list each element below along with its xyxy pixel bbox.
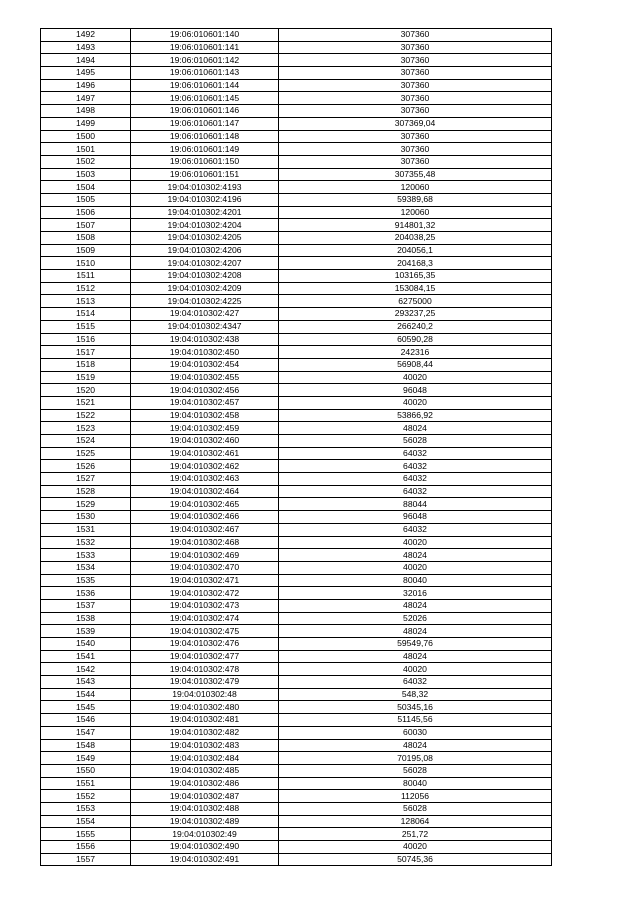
table-row xyxy=(41,371,552,384)
row-number-cell: 1504 xyxy=(41,181,131,194)
row-number-cell: 1534 xyxy=(41,561,131,574)
value-cell: 64032 xyxy=(279,676,552,689)
table-row xyxy=(41,511,552,524)
value-cell: 64032 xyxy=(279,523,552,536)
cadastral-number-cell: 19:04:010302:466 xyxy=(131,511,279,524)
table-row xyxy=(41,168,552,181)
table-row xyxy=(41,561,552,574)
cadastral-number-cell: 19:04:010302:476 xyxy=(131,638,279,651)
row-number-cell: 1554 xyxy=(41,815,131,828)
table-row xyxy=(41,752,552,765)
value-cell: 6275000 xyxy=(279,295,552,308)
value-cell: 307360 xyxy=(279,105,552,118)
cadastral-number-cell: 19:04:010302:491 xyxy=(131,853,279,866)
cadastral-number-cell: 19:04:010302:4347 xyxy=(131,320,279,333)
value-cell: 48024 xyxy=(279,599,552,612)
value-cell: 204056,1 xyxy=(279,244,552,257)
row-number-cell: 1546 xyxy=(41,714,131,727)
cadastral-number-cell: 19:06:010601:142 xyxy=(131,54,279,67)
value-cell: 40020 xyxy=(279,371,552,384)
table-row xyxy=(41,536,552,549)
cadastral-number-cell: 19:06:010601:140 xyxy=(131,29,279,42)
cadastral-number-cell: 19:04:010302:465 xyxy=(131,498,279,511)
cadastral-number-cell: 19:04:010302:4193 xyxy=(131,181,279,194)
cadastral-number-cell: 19:04:010302:463 xyxy=(131,473,279,486)
value-cell: 307360 xyxy=(279,155,552,168)
table-row xyxy=(41,802,552,815)
value-cell: 59549,76 xyxy=(279,638,552,651)
row-number-cell: 1547 xyxy=(41,726,131,739)
value-cell: 112056 xyxy=(279,790,552,803)
cadastral-number-cell: 19:04:010302:472 xyxy=(131,587,279,600)
table-row xyxy=(41,346,552,359)
row-number-cell: 1515 xyxy=(41,320,131,333)
value-cell: 32016 xyxy=(279,587,552,600)
row-number-cell: 1500 xyxy=(41,130,131,143)
row-number-cell: 1502 xyxy=(41,155,131,168)
value-cell: 307360 xyxy=(279,79,552,92)
value-cell: 548,32 xyxy=(279,688,552,701)
cadastral-number-cell: 19:04:010302:473 xyxy=(131,599,279,612)
value-cell: 56028 xyxy=(279,435,552,448)
table-row xyxy=(41,193,552,206)
value-cell: 266240,2 xyxy=(279,320,552,333)
value-cell: 307360 xyxy=(279,130,552,143)
row-number-cell: 1510 xyxy=(41,257,131,270)
cadastral-number-cell: 19:04:010302:474 xyxy=(131,612,279,625)
table-row xyxy=(41,143,552,156)
value-cell: 96048 xyxy=(279,511,552,524)
row-number-cell: 1509 xyxy=(41,244,131,257)
cadastral-number-cell: 19:04:010302:438 xyxy=(131,333,279,346)
table-row xyxy=(41,574,552,587)
table-row xyxy=(41,447,552,460)
value-cell: 103165,35 xyxy=(279,270,552,283)
cadastral-number-cell: 19:04:010302:450 xyxy=(131,346,279,359)
row-number-cell: 1528 xyxy=(41,485,131,498)
value-cell: 48024 xyxy=(279,549,552,562)
row-number-cell: 1526 xyxy=(41,460,131,473)
row-number-cell: 1541 xyxy=(41,650,131,663)
table-row xyxy=(41,828,552,841)
cadastral-number-cell: 19:04:010302:469 xyxy=(131,549,279,562)
cadastral-number-cell: 19:04:010302:480 xyxy=(131,701,279,714)
cadastral-number-cell: 19:04:010302:464 xyxy=(131,485,279,498)
data-table-body xyxy=(41,29,552,866)
value-cell: 88044 xyxy=(279,498,552,511)
table-row xyxy=(41,587,552,600)
row-number-cell: 1519 xyxy=(41,371,131,384)
row-number-cell: 1511 xyxy=(41,270,131,283)
row-number-cell: 1506 xyxy=(41,206,131,219)
value-cell: 307360 xyxy=(279,54,552,67)
cadastral-number-cell: 19:04:010302:477 xyxy=(131,650,279,663)
table-row xyxy=(41,396,552,409)
cadastral-number-cell: 19:04:010302:490 xyxy=(131,841,279,854)
table-row xyxy=(41,320,552,333)
table-row xyxy=(41,612,552,625)
value-cell: 251,72 xyxy=(279,828,552,841)
value-cell: 40020 xyxy=(279,561,552,574)
row-number-cell: 1527 xyxy=(41,473,131,486)
row-number-cell: 1552 xyxy=(41,790,131,803)
table-row xyxy=(41,498,552,511)
cadastral-number-cell: 19:04:010302:454 xyxy=(131,358,279,371)
table-row xyxy=(41,92,552,105)
row-number-cell: 1512 xyxy=(41,282,131,295)
cadastral-number-cell: 19:06:010601:147 xyxy=(131,117,279,130)
table-row xyxy=(41,726,552,739)
value-cell: 40020 xyxy=(279,841,552,854)
row-number-cell: 1495 xyxy=(41,67,131,80)
cadastral-number-cell: 19:06:010601:141 xyxy=(131,41,279,54)
cadastral-number-cell: 19:04:010302:4207 xyxy=(131,257,279,270)
value-cell: 307369,04 xyxy=(279,117,552,130)
row-number-cell: 1522 xyxy=(41,409,131,422)
value-cell: 64032 xyxy=(279,447,552,460)
value-cell: 80040 xyxy=(279,777,552,790)
value-cell: 50345,16 xyxy=(279,701,552,714)
row-number-cell: 1499 xyxy=(41,117,131,130)
value-cell: 60590,28 xyxy=(279,333,552,346)
table-row xyxy=(41,599,552,612)
row-number-cell: 1516 xyxy=(41,333,131,346)
cadastral-number-cell: 19:04:010302:458 xyxy=(131,409,279,422)
value-cell: 242316 xyxy=(279,346,552,359)
cadastral-number-cell: 19:04:010302:4225 xyxy=(131,295,279,308)
value-cell: 80040 xyxy=(279,574,552,587)
value-cell: 50745,36 xyxy=(279,853,552,866)
row-number-cell: 1542 xyxy=(41,663,131,676)
value-cell: 48024 xyxy=(279,422,552,435)
table-row xyxy=(41,206,552,219)
table-row xyxy=(41,663,552,676)
value-cell: 120060 xyxy=(279,181,552,194)
row-number-cell: 1533 xyxy=(41,549,131,562)
table-row xyxy=(41,282,552,295)
table-row xyxy=(41,523,552,536)
table-row xyxy=(41,41,552,54)
row-number-cell: 1520 xyxy=(41,384,131,397)
value-cell: 70195,08 xyxy=(279,752,552,765)
value-cell: 128064 xyxy=(279,815,552,828)
row-number-cell: 1496 xyxy=(41,79,131,92)
cadastral-number-cell: 19:04:010302:4206 xyxy=(131,244,279,257)
row-number-cell: 1551 xyxy=(41,777,131,790)
value-cell: 120060 xyxy=(279,206,552,219)
value-cell: 40020 xyxy=(279,536,552,549)
cadastral-number-cell: 19:04:010302:481 xyxy=(131,714,279,727)
value-cell: 153084,15 xyxy=(279,282,552,295)
table-row xyxy=(41,638,552,651)
row-number-cell: 1498 xyxy=(41,105,131,118)
cadastral-number-cell: 19:04:010302:427 xyxy=(131,308,279,321)
row-number-cell: 1535 xyxy=(41,574,131,587)
cadastral-number-cell: 19:04:010302:470 xyxy=(131,561,279,574)
row-number-cell: 1517 xyxy=(41,346,131,359)
cadastral-number-cell: 19:04:010302:462 xyxy=(131,460,279,473)
row-number-cell: 1507 xyxy=(41,219,131,232)
table-row xyxy=(41,688,552,701)
value-cell: 48024 xyxy=(279,739,552,752)
table-row xyxy=(41,358,552,371)
cadastral-number-cell: 19:04:010302:4201 xyxy=(131,206,279,219)
row-number-cell: 1494 xyxy=(41,54,131,67)
row-number-cell: 1540 xyxy=(41,638,131,651)
value-cell: 48024 xyxy=(279,625,552,638)
cadastral-number-cell: 19:04:010302:468 xyxy=(131,536,279,549)
cadastral-number-cell: 19:04:010302:485 xyxy=(131,764,279,777)
row-number-cell: 1538 xyxy=(41,612,131,625)
value-cell: 307360 xyxy=(279,143,552,156)
value-cell: 40020 xyxy=(279,663,552,676)
table-row xyxy=(41,105,552,118)
row-number-cell: 1513 xyxy=(41,295,131,308)
row-number-cell: 1523 xyxy=(41,422,131,435)
row-number-cell: 1497 xyxy=(41,92,131,105)
row-number-cell: 1524 xyxy=(41,435,131,448)
cadastral-number-cell: 19:06:010601:145 xyxy=(131,92,279,105)
value-cell: 204038,25 xyxy=(279,232,552,245)
cadastral-number-cell: 19:04:010302:459 xyxy=(131,422,279,435)
cadastral-number-cell: 19:04:010302:467 xyxy=(131,523,279,536)
table-row xyxy=(41,549,552,562)
table-row xyxy=(41,29,552,42)
row-number-cell: 1492 xyxy=(41,29,131,42)
cadastral-number-cell: 19:06:010601:146 xyxy=(131,105,279,118)
table-row xyxy=(41,295,552,308)
row-number-cell: 1545 xyxy=(41,701,131,714)
table-row xyxy=(41,485,552,498)
value-cell: 51145,56 xyxy=(279,714,552,727)
row-number-cell: 1537 xyxy=(41,599,131,612)
value-cell: 48024 xyxy=(279,650,552,663)
row-number-cell: 1536 xyxy=(41,587,131,600)
table-row xyxy=(41,67,552,80)
table-row xyxy=(41,219,552,232)
cadastral-number-cell: 19:04:010302:460 xyxy=(131,435,279,448)
table-row xyxy=(41,473,552,486)
table-row xyxy=(41,130,552,143)
table-row xyxy=(41,270,552,283)
value-cell: 60030 xyxy=(279,726,552,739)
cadastral-number-cell: 19:04:010302:478 xyxy=(131,663,279,676)
table-row xyxy=(41,460,552,473)
row-number-cell: 1521 xyxy=(41,396,131,409)
table-row xyxy=(41,117,552,130)
table-row xyxy=(41,308,552,321)
row-number-cell: 1557 xyxy=(41,853,131,866)
value-cell: 56028 xyxy=(279,802,552,815)
table-row xyxy=(41,257,552,270)
row-number-cell: 1493 xyxy=(41,41,131,54)
value-cell: 96048 xyxy=(279,384,552,397)
value-cell: 307360 xyxy=(279,41,552,54)
value-cell: 52026 xyxy=(279,612,552,625)
cadastral-number-cell: 19:06:010601:150 xyxy=(131,155,279,168)
table-row xyxy=(41,54,552,67)
row-number-cell: 1530 xyxy=(41,511,131,524)
row-number-cell: 1518 xyxy=(41,358,131,371)
table-row xyxy=(41,232,552,245)
value-cell: 307360 xyxy=(279,67,552,80)
cadastral-number-cell: 19:04:010302:4196 xyxy=(131,193,279,206)
value-cell: 307360 xyxy=(279,92,552,105)
cadastral-number-cell: 19:04:010302:4208 xyxy=(131,270,279,283)
table-row xyxy=(41,422,552,435)
cadastral-number-cell: 19:04:010302:483 xyxy=(131,739,279,752)
row-number-cell: 1553 xyxy=(41,802,131,815)
cadastral-number-cell: 19:04:010302:484 xyxy=(131,752,279,765)
table-row xyxy=(41,244,552,257)
row-number-cell: 1539 xyxy=(41,625,131,638)
row-number-cell: 1556 xyxy=(41,841,131,854)
cadastral-number-cell: 19:04:010302:471 xyxy=(131,574,279,587)
cadastral-number-cell: 19:04:010302:49 xyxy=(131,828,279,841)
row-number-cell: 1505 xyxy=(41,193,131,206)
cadastral-number-cell: 19:04:010302:475 xyxy=(131,625,279,638)
value-cell: 40020 xyxy=(279,396,552,409)
cadastral-number-cell: 19:04:010302:489 xyxy=(131,815,279,828)
cadastral-number-cell: 19:04:010302:48 xyxy=(131,688,279,701)
cadastral-number-cell: 19:06:010601:143 xyxy=(131,67,279,80)
table-row xyxy=(41,714,552,727)
value-cell: 64032 xyxy=(279,460,552,473)
cadastral-number-cell: 19:04:010302:4209 xyxy=(131,282,279,295)
table-row xyxy=(41,676,552,689)
table-row xyxy=(41,739,552,752)
row-number-cell: 1543 xyxy=(41,676,131,689)
row-number-cell: 1508 xyxy=(41,232,131,245)
value-cell: 64032 xyxy=(279,485,552,498)
cadastral-number-cell: 19:04:010302:4205 xyxy=(131,232,279,245)
cadastral-number-cell: 19:04:010302:456 xyxy=(131,384,279,397)
cadastral-number-cell: 19:04:010302:487 xyxy=(131,790,279,803)
value-cell: 59389,68 xyxy=(279,193,552,206)
table-row xyxy=(41,701,552,714)
table-row xyxy=(41,79,552,92)
value-cell: 56028 xyxy=(279,764,552,777)
row-number-cell: 1532 xyxy=(41,536,131,549)
cadastral-number-cell: 19:04:010302:4204 xyxy=(131,219,279,232)
value-cell: 56908,44 xyxy=(279,358,552,371)
cadastral-number-cell: 19:04:010302:479 xyxy=(131,676,279,689)
table-row xyxy=(41,650,552,663)
table-row xyxy=(41,333,552,346)
row-number-cell: 1531 xyxy=(41,523,131,536)
cadastral-number-cell: 19:06:010601:148 xyxy=(131,130,279,143)
cadastral-number-cell: 19:04:010302:486 xyxy=(131,777,279,790)
value-cell: 307355,48 xyxy=(279,168,552,181)
value-cell: 307360 xyxy=(279,29,552,42)
cadastral-number-cell: 19:04:010302:455 xyxy=(131,371,279,384)
row-number-cell: 1514 xyxy=(41,308,131,321)
table-row xyxy=(41,790,552,803)
cadastral-number-cell: 19:06:010601:149 xyxy=(131,143,279,156)
table-row xyxy=(41,841,552,854)
table-row xyxy=(41,764,552,777)
table-row xyxy=(41,435,552,448)
table-row xyxy=(41,625,552,638)
row-number-cell: 1529 xyxy=(41,498,131,511)
cadastral-number-cell: 19:04:010302:457 xyxy=(131,396,279,409)
table-row xyxy=(41,409,552,422)
table-row xyxy=(41,777,552,790)
row-number-cell: 1550 xyxy=(41,764,131,777)
value-cell: 64032 xyxy=(279,473,552,486)
row-number-cell: 1548 xyxy=(41,739,131,752)
table-row xyxy=(41,815,552,828)
row-number-cell: 1503 xyxy=(41,168,131,181)
cadastral-number-cell: 19:04:010302:461 xyxy=(131,447,279,460)
table-row xyxy=(41,155,552,168)
data-table xyxy=(40,28,552,866)
value-cell: 914801,32 xyxy=(279,219,552,232)
table-row xyxy=(41,384,552,397)
row-number-cell: 1501 xyxy=(41,143,131,156)
row-number-cell: 1555 xyxy=(41,828,131,841)
value-cell: 53866,92 xyxy=(279,409,552,422)
cadastral-number-cell: 19:06:010601:144 xyxy=(131,79,279,92)
row-number-cell: 1544 xyxy=(41,688,131,701)
value-cell: 293237,25 xyxy=(279,308,552,321)
cadastral-number-cell: 19:04:010302:482 xyxy=(131,726,279,739)
row-number-cell: 1549 xyxy=(41,752,131,765)
cadastral-number-cell: 19:06:010601:151 xyxy=(131,168,279,181)
cadastral-number-cell: 19:04:010302:488 xyxy=(131,802,279,815)
table-row xyxy=(41,853,552,866)
row-number-cell: 1525 xyxy=(41,447,131,460)
value-cell: 204168,3 xyxy=(279,257,552,270)
table-row xyxy=(41,181,552,194)
